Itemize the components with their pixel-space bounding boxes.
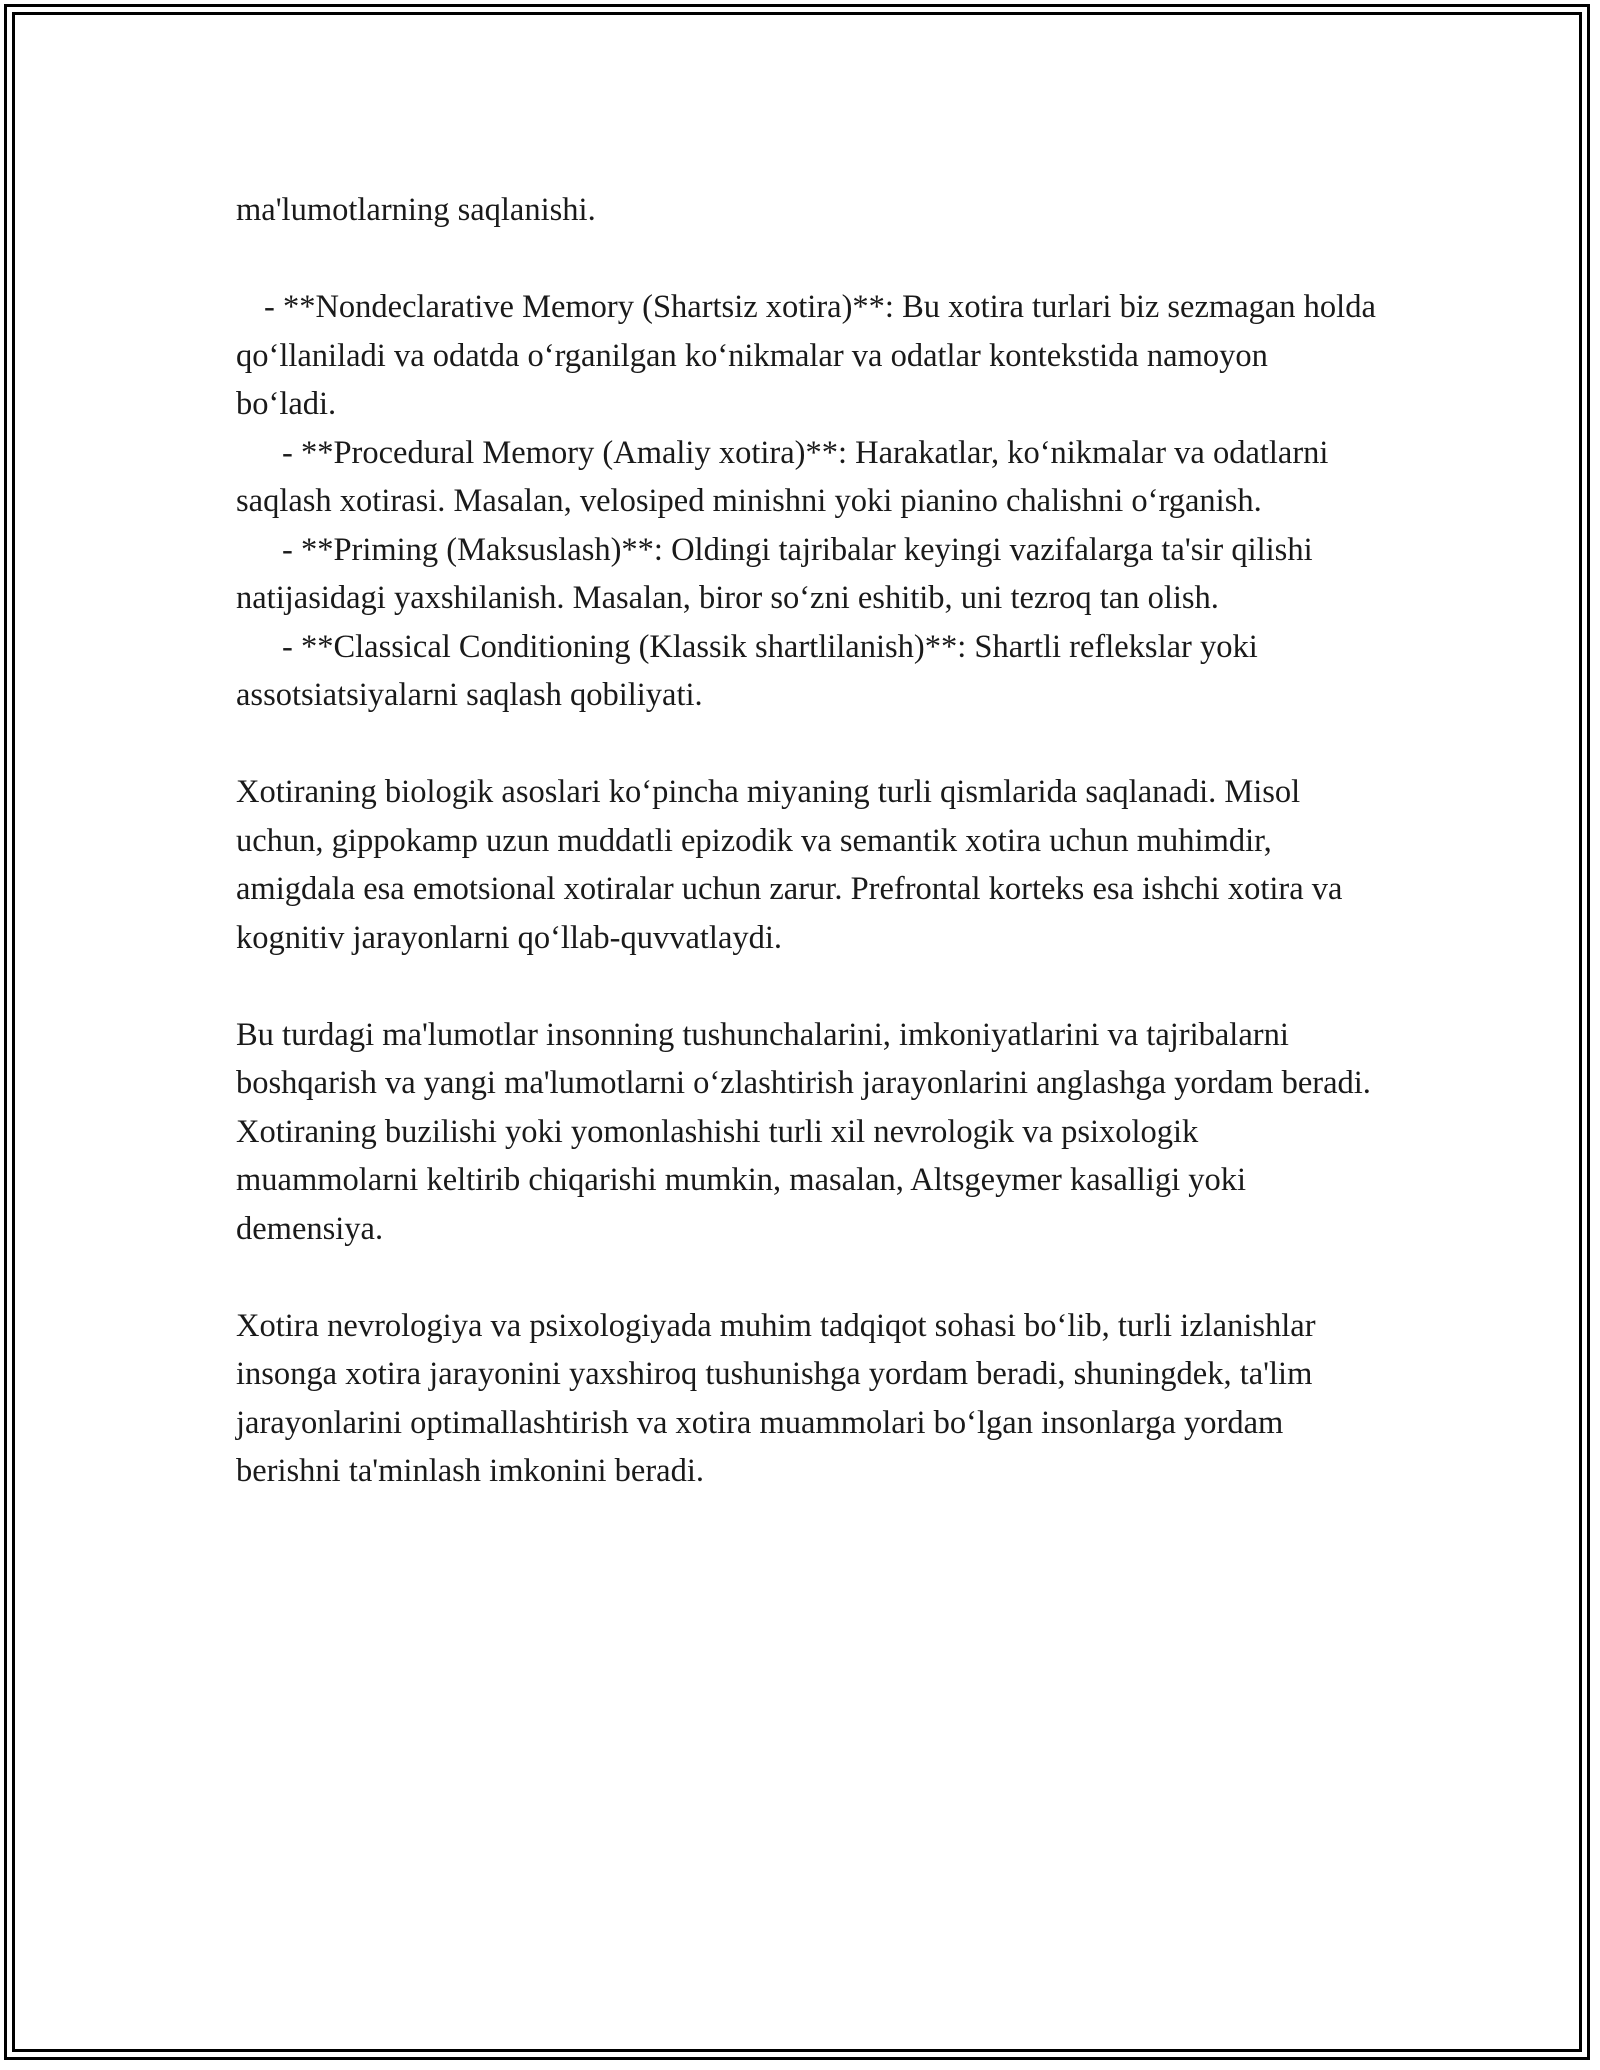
paragraph-research-area: Xotira nevrologiya va psixologiyada muhim tadqiqot sohasi bo‘lib, turli izlanishlar insonga xotira jarayonini yaxshiroq tushunishga yordam beradi, shuningdek, ta'lim jarayonlarini optimallashtirish va xotira muammolari bo‘lgan insonlarga yordam berishni ta'minlash imkonini beradi.	[236, 1307, 1316, 1489]
list-item-priming: - **Priming (Maksuslash)**: Oldingi tajribalar keyingi vazifalarga ta'sir qilishi natijasidagi yaxshilanish. Masalan, biror so‘zni eshitib, uni tezroq tan olish.	[236, 531, 1313, 616]
paragraph-gap	[236, 720, 1376, 769]
list-item-classical-conditioning: - **Classical Conditioning (Klassik shartlilanish)**: Shartli reflekslar yoki assotsiatsiyalarni saqlash qobiliyati.	[236, 628, 1258, 713]
paragraph-memory-disorders: Bu turdagi ma'lumotlar insonning tushunchalarini, imkoniyatlarini va tajribalarni boshqarish va yangi ma'lumotlarni o‘zlashtirish jarayonlarini anglashga yordam beradi. Xotiraning buzilishi yoki yomonlashishi turli xil nevrologik va psixologik muammolarni keltirib chiqarishi mumkin, masalan, Altsgeymer kasalligi yoki demensiya.	[236, 1016, 1371, 1247]
paragraph-gap	[236, 962, 1376, 1011]
list-item-procedural-memory: - **Procedural Memory (Amaliy xotira)**: Harakatlar, ko‘nikmalar va odatlarni saqlash xotirasi. Masalan, velosiped minishni yoki pianino chalishni o‘rganish.	[236, 434, 1329, 519]
document-body	[236, 186, 1376, 1496]
paragraph-gap	[236, 1253, 1376, 1302]
paragraph-continuation: ma'lumotlarning saqlanishi.	[236, 192, 596, 228]
paragraph-biological-basis: Xotiraning biologik asoslari ko‘pincha miyaning turli qismlarida saqlanadi. Misol uchun, gippokamp uzun muddatli epizodik va semantik xotira uchun muhimdir, amigdala esa emotsional xotiralar uchun zarur. Prefrontal korteks esa ishchi xotira va kognitiv jarayonlarni qo‘llab-quvvatlaydi.	[236, 774, 1343, 956]
list-item-nondeclarative-memory: - **Nondeclarative Memory (Shartsiz xotira)**: Bu xotira turlari biz sezmagan holda qo‘llaniladi va odatda o‘rganilgan ko‘nikmalar va odatlar kontekstida namoyon bo‘ladi.	[236, 289, 1376, 422]
paragraph-gap	[236, 235, 1376, 284]
